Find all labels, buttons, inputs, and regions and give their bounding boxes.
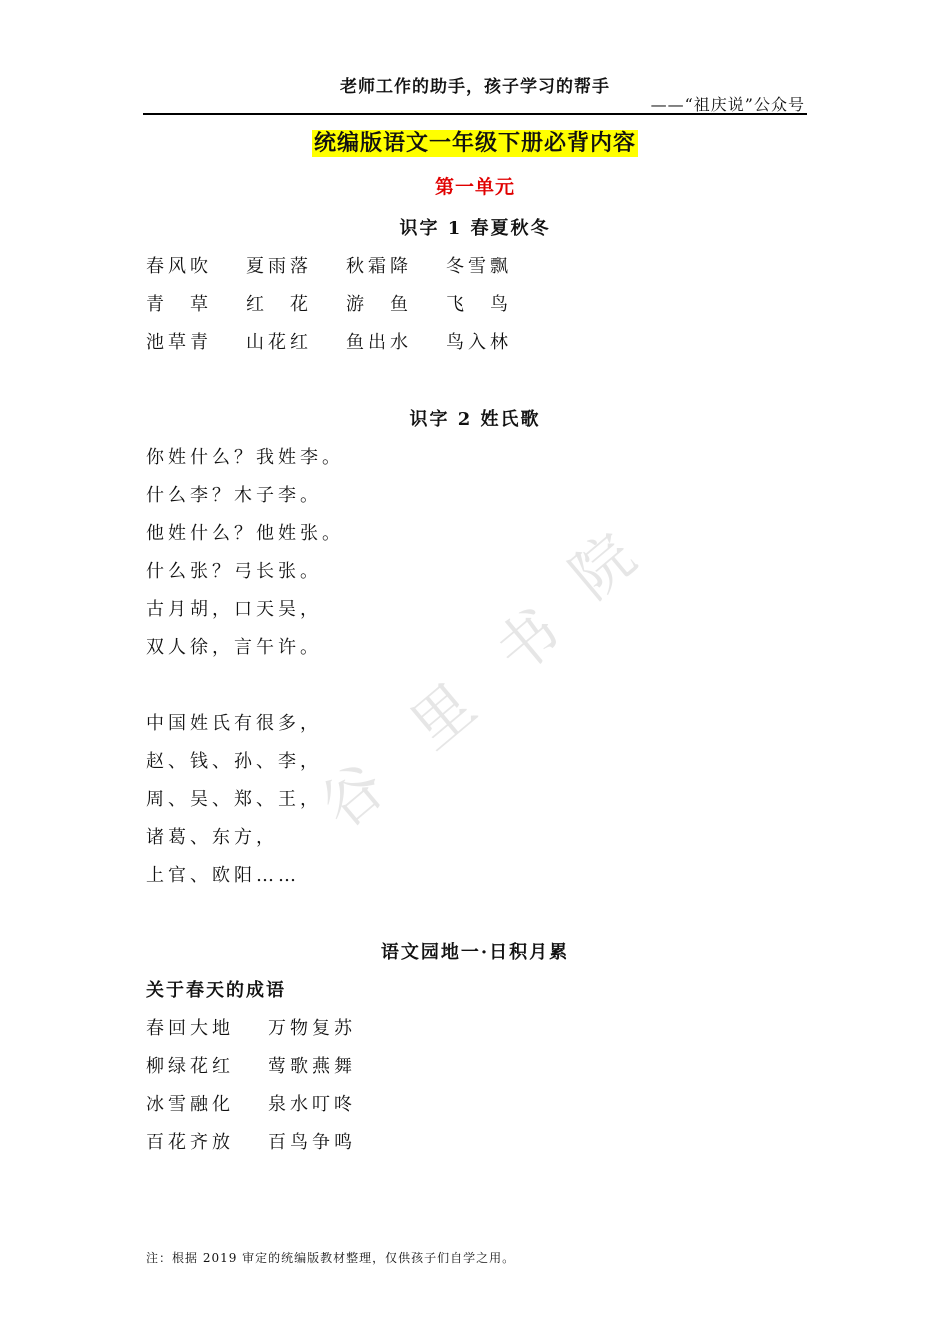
poem-cell: 山花红	[246, 332, 312, 353]
verse-line: 周、吴、郑、王，	[146, 789, 322, 810]
poem-cell: 池草青	[146, 332, 212, 353]
page-title	[0, 126, 950, 157]
idiom: 冰雪融化	[146, 1094, 234, 1115]
poem-cell: 红 花	[246, 294, 312, 315]
verse-line: 中国姓氏有很多，	[146, 713, 322, 734]
idiom: 万物复苏	[268, 1018, 356, 1039]
section3-subheading: 关于春天的成语	[146, 980, 286, 1001]
idiom: 泉水叮咚	[268, 1094, 356, 1115]
watermark-char: 书	[482, 595, 574, 688]
verse-line: 诸葛、东方，	[146, 827, 278, 848]
verse-line: 什么李？木子李。	[146, 485, 322, 506]
watermark	[300, 520, 720, 880]
unit-heading: 第一单元	[434, 176, 515, 198]
idiom-row	[146, 1052, 356, 1078]
header-rule	[143, 113, 807, 115]
poem-cell: 游 鱼	[346, 294, 412, 315]
header-source: ——“祖庆说”公众号	[650, 95, 805, 114]
idiom: 春回大地	[146, 1018, 234, 1039]
verse-line: 什么张？弓长张。	[146, 561, 322, 582]
verse-line: 你姓什么？我姓李。	[146, 447, 344, 468]
section3-heading: 语文园地一·日积月累	[380, 942, 570, 963]
poem-cell: 春风吹	[146, 256, 212, 277]
poem-cell: 秋霜降	[346, 256, 412, 277]
idiom: 柳绿花红	[146, 1056, 234, 1077]
page-title-text: 统编版语文一年级下册必背内容	[313, 131, 636, 156]
header-slogan: 老师工作的助手，孩子学习的帮手	[340, 77, 610, 97]
poem-cell: 飞 鸟	[446, 294, 512, 315]
poem-cell: 青 草	[146, 294, 212, 315]
idiom: 莺歌燕舞	[268, 1056, 356, 1077]
verse-line: 赵、钱、孙、李，	[146, 751, 322, 772]
verse-line: 双人徐，言午许。	[146, 637, 322, 658]
poem-cell: 鸟入林	[446, 332, 512, 353]
idiom: 百花齐放	[146, 1132, 234, 1153]
section1-heading: 识字 1 春夏秋冬	[399, 218, 551, 239]
verse-line: 他姓什么？他姓张。	[146, 523, 344, 544]
verse-line: 上官、欧阳……	[146, 865, 300, 886]
poem-cell: 冬雪飘	[446, 256, 512, 277]
verse-line: 古月胡，口天吴，	[146, 599, 322, 620]
watermark-char: 院	[557, 520, 649, 613]
watermark-char: 谷	[307, 750, 399, 843]
section2-heading: 识字 2 姓氏歌	[409, 409, 541, 430]
watermark-char: 里	[397, 670, 489, 763]
idiom-row	[146, 1090, 356, 1116]
poem-cell: 鱼出水	[346, 332, 412, 353]
idiom-row	[146, 1128, 356, 1154]
poem-cell: 夏雨落	[246, 256, 312, 277]
footer-note: 注：根据 2019 审定的统编版教材整理，仅供孩子们自学之用。	[146, 1251, 516, 1265]
idiom-row	[146, 1014, 356, 1040]
idiom: 百鸟争鸣	[268, 1132, 356, 1153]
